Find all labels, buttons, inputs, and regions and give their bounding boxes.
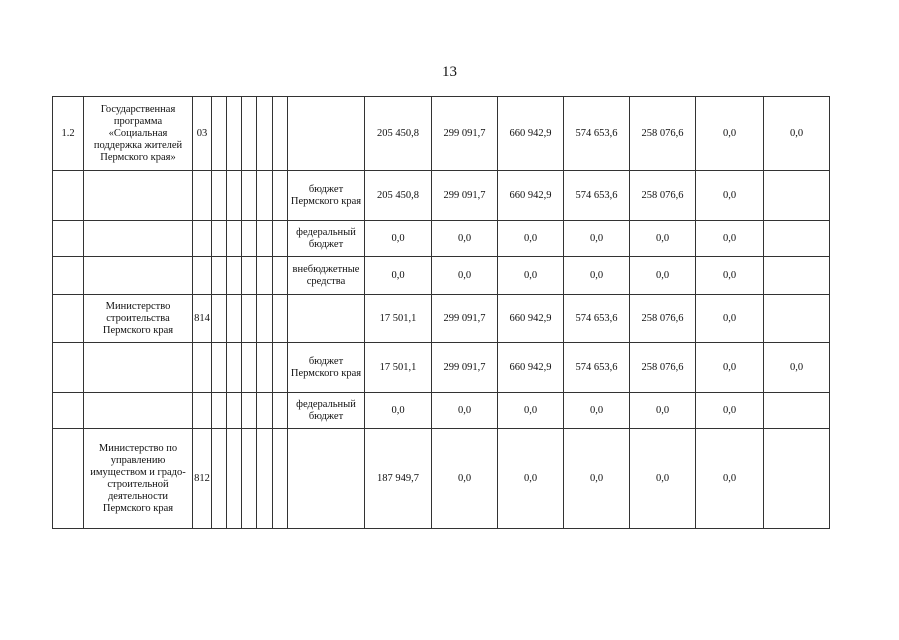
funding-source-cell — [288, 97, 365, 171]
empty-code-cell — [242, 343, 257, 393]
empty-code-cell — [242, 171, 257, 221]
empty-code-cell — [273, 257, 288, 295]
row-number-cell — [53, 393, 84, 429]
value-cell: 0,0 — [630, 393, 696, 429]
value-cell: 0,0 — [630, 221, 696, 257]
table-row — [53, 97, 830, 171]
empty-code-cell — [212, 257, 227, 295]
empty-code-cell — [273, 295, 288, 343]
value-cell: 574 653,6 — [564, 343, 630, 393]
empty-code-cell — [242, 221, 257, 257]
value-cell: 0,0 — [764, 343, 830, 393]
value-cell: 0,0 — [696, 257, 764, 295]
empty-code-cell — [257, 257, 273, 295]
value-cell: 0,0 — [432, 221, 498, 257]
value-cell: 0,0 — [696, 221, 764, 257]
value-cell: 0,0 — [365, 393, 432, 429]
value-cell: 258 076,6 — [630, 171, 696, 221]
row-name-cell: Государственная программа «Социальная поддержка жителей Пермского края» — [84, 97, 193, 171]
value-cell: 0,0 — [564, 221, 630, 257]
value-cell: 660 942,9 — [498, 295, 564, 343]
row-number-cell — [53, 257, 84, 295]
row-code-cell: 03 — [193, 97, 212, 171]
value-cell: 258 076,6 — [630, 343, 696, 393]
empty-code-cell — [227, 97, 242, 171]
table-row — [53, 343, 830, 393]
empty-code-cell — [227, 343, 242, 393]
value-cell: 0,0 — [696, 343, 764, 393]
value-cell: 17 501,1 — [365, 343, 432, 393]
empty-code-cell — [273, 343, 288, 393]
row-name-cell: Министерство по управлению имуществом и градо-строительной деятельности Пермского края — [84, 429, 193, 529]
value-cell: 574 653,6 — [564, 295, 630, 343]
funding-source-cell — [288, 429, 365, 529]
empty-code-cell — [227, 393, 242, 429]
value-cell — [764, 393, 830, 429]
empty-code-cell — [273, 221, 288, 257]
value-cell: 0,0 — [764, 97, 830, 171]
empty-code-cell — [212, 393, 227, 429]
funding-source-cell: бюджет Пермского края — [288, 343, 365, 393]
value-cell: 0,0 — [564, 429, 630, 529]
row-code-cell — [193, 393, 212, 429]
row-code-cell: 812 — [193, 429, 212, 529]
empty-code-cell — [257, 343, 273, 393]
empty-code-cell — [212, 97, 227, 171]
funding-source-cell: федеральный бюджет — [288, 393, 365, 429]
row-code-cell: 814 — [193, 295, 212, 343]
value-cell — [764, 429, 830, 529]
row-number-cell — [53, 343, 84, 393]
row-name-cell — [84, 221, 193, 257]
value-cell: 660 942,9 — [498, 97, 564, 171]
value-cell: 0,0 — [498, 221, 564, 257]
row-name-cell — [84, 393, 193, 429]
value-cell: 187 949,7 — [365, 429, 432, 529]
value-cell: 0,0 — [696, 393, 764, 429]
empty-code-cell — [212, 171, 227, 221]
value-cell: 0,0 — [432, 429, 498, 529]
value-cell: 0,0 — [630, 257, 696, 295]
value-cell: 299 091,7 — [432, 295, 498, 343]
value-cell: 0,0 — [564, 393, 630, 429]
row-name-cell — [84, 171, 193, 221]
empty-code-cell — [257, 97, 273, 171]
funding-source-cell: внебюджетные средства — [288, 257, 365, 295]
row-number-cell — [53, 295, 84, 343]
empty-code-cell — [257, 171, 273, 221]
empty-code-cell — [242, 393, 257, 429]
row-code-cell — [193, 171, 212, 221]
value-cell — [764, 257, 830, 295]
row-number-cell: 1.2 — [53, 97, 84, 171]
value-cell: 0,0 — [432, 257, 498, 295]
value-cell: 0,0 — [696, 171, 764, 221]
table-row — [53, 171, 830, 221]
value-cell: 299 091,7 — [432, 343, 498, 393]
empty-code-cell — [273, 97, 288, 171]
value-cell: 574 653,6 — [564, 171, 630, 221]
empty-code-cell — [273, 171, 288, 221]
empty-code-cell — [212, 295, 227, 343]
row-name-cell — [84, 257, 193, 295]
empty-code-cell — [227, 257, 242, 295]
funding-source-cell: федеральный бюджет — [288, 221, 365, 257]
empty-code-cell — [227, 295, 242, 343]
value-cell: 660 942,9 — [498, 171, 564, 221]
empty-code-cell — [273, 429, 288, 529]
empty-code-cell — [257, 221, 273, 257]
empty-code-cell — [257, 429, 273, 529]
value-cell: 0,0 — [696, 295, 764, 343]
value-cell: 660 942,9 — [498, 343, 564, 393]
empty-code-cell — [242, 257, 257, 295]
value-cell — [764, 171, 830, 221]
table-row — [53, 429, 830, 529]
empty-code-cell — [227, 221, 242, 257]
table-row — [53, 295, 830, 343]
row-code-cell — [193, 221, 212, 257]
value-cell: 258 076,6 — [630, 295, 696, 343]
funding-source-cell — [288, 295, 365, 343]
value-cell: 0,0 — [432, 393, 498, 429]
table-row — [53, 393, 830, 429]
table-row — [53, 257, 830, 295]
funding-source-cell: бюджет Пермского края — [288, 171, 365, 221]
empty-code-cell — [242, 97, 257, 171]
empty-code-cell — [242, 429, 257, 529]
budget-table — [52, 96, 830, 529]
value-cell: 205 450,8 — [365, 97, 432, 171]
value-cell: 17 501,1 — [365, 295, 432, 343]
empty-code-cell — [257, 393, 273, 429]
empty-code-cell — [257, 295, 273, 343]
row-code-cell — [193, 343, 212, 393]
value-cell: 258 076,6 — [630, 97, 696, 171]
value-cell — [764, 295, 830, 343]
empty-code-cell — [242, 295, 257, 343]
empty-code-cell — [212, 343, 227, 393]
value-cell: 0,0 — [564, 257, 630, 295]
value-cell: 0,0 — [696, 429, 764, 529]
row-name-cell — [84, 343, 193, 393]
value-cell: 0,0 — [498, 257, 564, 295]
value-cell: 0,0 — [365, 221, 432, 257]
value-cell: 574 653,6 — [564, 97, 630, 171]
value-cell: 0,0 — [630, 429, 696, 529]
table-row — [53, 221, 830, 257]
value-cell — [764, 221, 830, 257]
empty-code-cell — [212, 429, 227, 529]
value-cell: 0,0 — [365, 257, 432, 295]
empty-code-cell — [227, 429, 242, 529]
empty-code-cell — [273, 393, 288, 429]
row-number-cell — [53, 221, 84, 257]
empty-code-cell — [227, 171, 242, 221]
value-cell: 205 450,8 — [365, 171, 432, 221]
value-cell: 0,0 — [696, 97, 764, 171]
value-cell: 0,0 — [498, 393, 564, 429]
row-number-cell — [53, 171, 84, 221]
row-code-cell — [193, 257, 212, 295]
value-cell: 0,0 — [498, 429, 564, 529]
row-name-cell: Министерство строительства Пермского края — [84, 295, 193, 343]
value-cell: 299 091,7 — [432, 97, 498, 171]
page-number: 13 — [442, 64, 457, 80]
row-number-cell — [53, 429, 84, 529]
value-cell: 299 091,7 — [432, 171, 498, 221]
empty-code-cell — [212, 221, 227, 257]
